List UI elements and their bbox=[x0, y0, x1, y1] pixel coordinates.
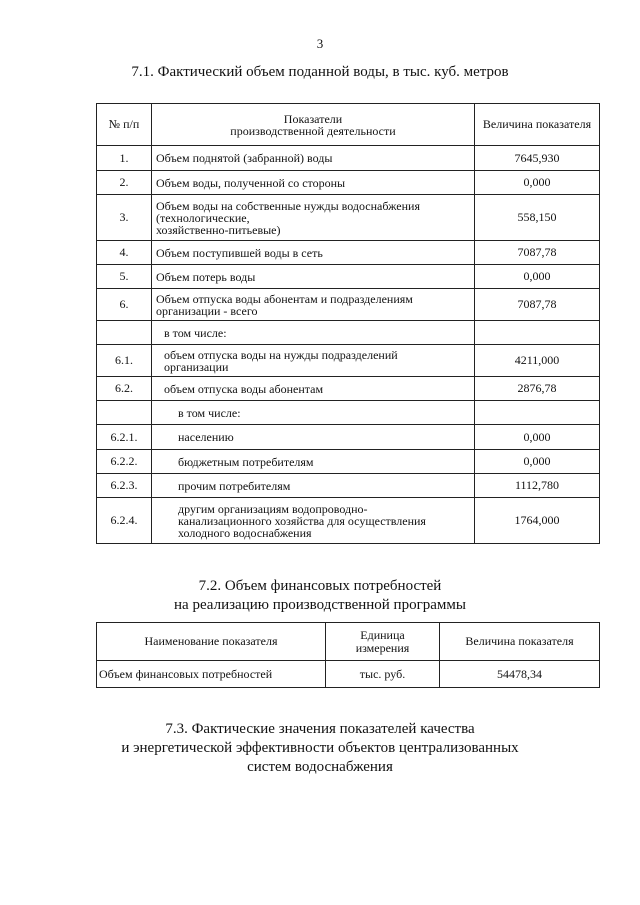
row-value bbox=[475, 401, 600, 425]
table-row bbox=[97, 401, 600, 425]
row-number: 6.2. bbox=[97, 377, 152, 401]
table-row bbox=[97, 661, 600, 688]
table-row bbox=[97, 450, 600, 474]
table-row bbox=[97, 345, 600, 377]
table-row bbox=[97, 265, 600, 289]
table-row bbox=[97, 377, 600, 401]
row-indicator-line: Объем воды, полученной со стороны bbox=[156, 175, 346, 190]
row-indicator-line: холодного водоснабжения bbox=[178, 525, 312, 540]
row-value bbox=[475, 321, 600, 345]
row-number: 1. bbox=[97, 146, 152, 171]
row-indicator bbox=[152, 498, 475, 544]
section-7-3-title-line1: 7.3. Фактические значения показателей качества bbox=[165, 721, 475, 737]
header-name: Наименование показателя bbox=[97, 623, 326, 661]
row-number: 4. bbox=[97, 241, 152, 265]
row-number: 6.1. bbox=[97, 345, 152, 377]
table-row bbox=[97, 321, 600, 345]
table-row bbox=[97, 195, 600, 241]
table-row bbox=[97, 498, 600, 544]
row-indicator bbox=[152, 241, 475, 265]
row-indicator-line: в том числе: bbox=[178, 405, 241, 420]
row-value: 1764,000 bbox=[475, 498, 600, 544]
row-number: 6. bbox=[97, 289, 152, 321]
row-number bbox=[97, 401, 152, 425]
row-indicator bbox=[152, 171, 475, 195]
row-indicator-line: прочим потребителям bbox=[178, 478, 291, 493]
row-indicator-line: другим организациям водопроводно- bbox=[178, 501, 368, 516]
row-indicator bbox=[152, 425, 475, 450]
header-unit-line2: измерения bbox=[355, 640, 410, 655]
row-number: 6.2.1. bbox=[97, 425, 152, 450]
row-indicator-line: Объем потерь воды bbox=[156, 269, 256, 284]
row-indicator-line: канализационного хозяйства для осуществления bbox=[178, 513, 426, 528]
header-unit bbox=[326, 623, 440, 661]
row-value: 4211,000 bbox=[475, 345, 600, 377]
row-number: 6.2.4. bbox=[97, 498, 152, 544]
row-indicator-line: в том числе: bbox=[164, 325, 227, 340]
row-indicator bbox=[152, 321, 475, 345]
row-indicator bbox=[152, 289, 475, 321]
table-row bbox=[97, 146, 600, 171]
row-number bbox=[97, 321, 152, 345]
table-row bbox=[97, 289, 600, 321]
row-indicator-line: Объем воды на собственные нужды водоснабжения bbox=[156, 198, 420, 213]
row-indicator-line: объем отпуска воды абонентам bbox=[164, 381, 324, 396]
header-value: Величина показателя bbox=[475, 104, 600, 146]
row-number: 6.2.3. bbox=[97, 474, 152, 498]
row-indicator-line: Объем поднятой (забранной) воды bbox=[156, 151, 333, 165]
table-row bbox=[97, 474, 600, 498]
row-number: 6.2.2. bbox=[97, 450, 152, 474]
row-number: 2. bbox=[97, 171, 152, 195]
section-7-1-title: 7.1. Фактический объем поданной воды, в тыс. куб. метров bbox=[131, 64, 509, 80]
table-row bbox=[97, 241, 600, 265]
row-value: 0,000 bbox=[475, 171, 600, 195]
row-indicator-line: объем отпуска воды на нужды подразделений bbox=[164, 347, 398, 362]
section-7-3-title bbox=[0, 720, 640, 777]
row-value: 7645,930 bbox=[475, 146, 600, 171]
financial-needs-table bbox=[96, 622, 600, 688]
header-value: Величина показателя bbox=[440, 623, 600, 661]
row-indicator bbox=[152, 345, 475, 377]
header-number: № п/п bbox=[97, 104, 152, 146]
row-indicator bbox=[152, 265, 475, 289]
section-7-2-title-line2: на реализацию производственной программы bbox=[174, 597, 466, 613]
row-indicator bbox=[152, 146, 475, 171]
section-7-3-title-line2: и энергетической эффективности объектов централизованных bbox=[121, 740, 519, 756]
header-indicator-line2: производственной деятельности bbox=[230, 123, 396, 138]
row-value: 1112,780 bbox=[475, 474, 600, 498]
row-indicator-line: населению bbox=[178, 430, 234, 444]
table-header-row bbox=[97, 623, 600, 661]
row-indicator-line: организации bbox=[164, 359, 229, 374]
section-7-3-title-line3: систем водоснабжения bbox=[247, 759, 393, 775]
row-indicator bbox=[152, 401, 475, 425]
table-row bbox=[97, 425, 600, 450]
row-indicator bbox=[152, 195, 475, 241]
section-7-2-title-line1: 7.2. Объем финансовых потребностей bbox=[198, 578, 442, 594]
row-value: 558,150 bbox=[475, 195, 600, 241]
row-number: 5. bbox=[97, 265, 152, 289]
row-value: 0,000 bbox=[475, 425, 600, 450]
water-volume-table bbox=[96, 103, 600, 544]
section-7-2-title bbox=[0, 577, 640, 615]
row-value: 7087,78 bbox=[475, 241, 600, 265]
row-indicator bbox=[152, 450, 475, 474]
row-value: 7087,78 bbox=[475, 289, 600, 321]
row-indicator bbox=[152, 474, 475, 498]
row-value: 54478,34 bbox=[440, 661, 600, 688]
row-name: Объем финансовых потребностей bbox=[97, 661, 326, 688]
header-unit-line1: Единица bbox=[360, 627, 405, 642]
row-indicator-line: Объем отпуска воды абонентам и подразделениям bbox=[156, 291, 413, 306]
row-indicator-line: Объем поступившей воды в сеть bbox=[156, 245, 323, 260]
table-row bbox=[97, 171, 600, 195]
row-value: 2876,78 bbox=[475, 377, 600, 401]
page-number: 3 bbox=[316, 36, 324, 51]
row-indicator-line: (технологические, bbox=[156, 210, 250, 225]
row-indicator-line: бюджетным потребителям bbox=[178, 454, 314, 469]
header-indicator-line1: Показатели bbox=[283, 111, 343, 126]
row-value: 0,000 bbox=[475, 450, 600, 474]
row-unit: тыс. руб. bbox=[326, 661, 440, 688]
header-indicator bbox=[152, 104, 475, 146]
row-indicator-line: хозяйственно-питьевые) bbox=[156, 222, 281, 237]
row-value: 0,000 bbox=[475, 265, 600, 289]
row-indicator-line: организации - всего bbox=[156, 303, 258, 318]
table-header-row bbox=[97, 104, 600, 146]
row-indicator bbox=[152, 377, 475, 401]
row-number: 3. bbox=[97, 195, 152, 241]
